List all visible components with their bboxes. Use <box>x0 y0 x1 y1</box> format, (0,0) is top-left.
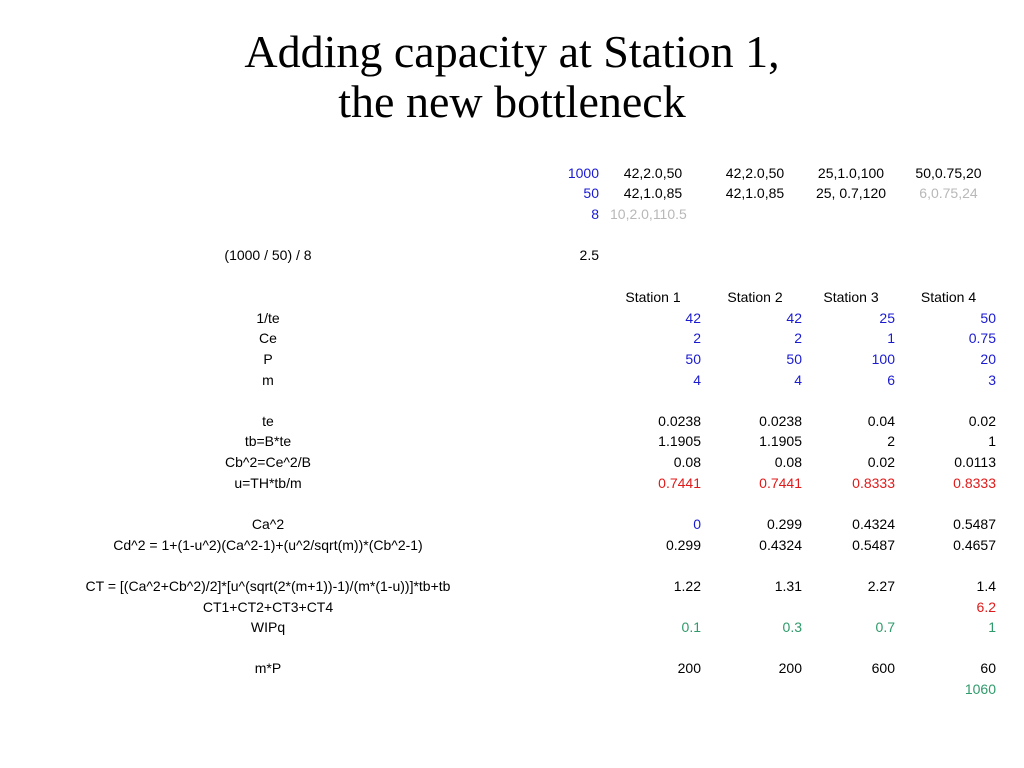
cell-station-1: 4 <box>693 372 701 388</box>
table-row-inv-te <box>0 308 1024 328</box>
cell-station-3: 0.4324 <box>852 516 895 532</box>
row-label: P <box>263 351 273 367</box>
cell-station-3: 25 <box>879 310 895 326</box>
cell-station-4: 0.75 <box>968 330 996 346</box>
cell-station-2: 1.31 <box>774 578 802 594</box>
cell-station-3: 1 <box>887 330 895 346</box>
throughput-value: 1000 <box>567 165 599 181</box>
table-row-u <box>0 473 1024 493</box>
table-row-mp <box>0 658 1024 678</box>
row-label: te <box>262 413 274 429</box>
table-row-p <box>0 349 1024 369</box>
station-3-params-alt: 25, 0.7,120 <box>815 185 887 201</box>
title-line-2: the new bottleneck <box>338 76 686 127</box>
cell-station-2: 2 <box>794 330 802 346</box>
cell-station-1: 0 <box>693 516 701 532</box>
title-line-1: Adding capacity at Station 1, <box>244 26 780 77</box>
cell-station-1: 0.1 <box>681 619 701 635</box>
row-label: u=TH*tb/m <box>234 475 302 491</box>
station-1-header: Station 1 <box>625 289 681 305</box>
table-row-ca2 <box>0 514 1024 534</box>
cell-station-1: 50 <box>685 351 701 367</box>
station-4-params: 50,0.75,20 <box>915 165 982 181</box>
station-header-row <box>0 287 1024 307</box>
cell-station-1: 42 <box>685 310 701 326</box>
cell-station-2: 0.299 <box>766 516 802 532</box>
row-label: Ca^2 <box>251 516 285 532</box>
row-label: CT1+CT2+CT3+CT4 <box>202 599 334 615</box>
station-1-params-alt: 42,1.0,85 <box>623 185 683 201</box>
cell-station-2: 0.7441 <box>759 475 802 491</box>
table-row-cb2 <box>0 452 1024 472</box>
batch-size-value: 50 <box>583 185 599 201</box>
calc-label: (1000 / 50) / 8 <box>224 247 312 263</box>
station-4-params-alt: 6,0.75,24 <box>919 185 978 201</box>
cell-station-2: 0.4324 <box>759 537 802 553</box>
row-label: CT = [(Ca^2+Cb^2)/2]*[u^(sqrt(2*(m+1))-1)/(m*(1-u))]*tb+tb <box>85 578 451 594</box>
cell-station-3: 0.8333 <box>852 475 895 491</box>
cell-station-2: 200 <box>778 660 802 676</box>
cell-station-1: 0.08 <box>673 454 701 470</box>
cell-station-1: 0.299 <box>665 537 701 553</box>
cell-station-3: 0.7 <box>875 619 895 635</box>
cell-station-4: 1 <box>988 619 996 635</box>
cell-station-3: 2 <box>887 433 895 449</box>
table-row-mp-total <box>0 679 1024 699</box>
table-row-ct <box>0 576 1024 596</box>
header-row-1 <box>0 163 1024 183</box>
cell-station-2: 0.08 <box>774 454 802 470</box>
station-2-header: Station 2 <box>727 289 783 305</box>
cell-station-3: 100 <box>871 351 895 367</box>
station-2-params: 42,2.0,50 <box>725 165 785 181</box>
cell-station-4: 1 <box>988 433 996 449</box>
cell-station-4: 0.8333 <box>953 475 996 491</box>
table-row-cd2 <box>0 535 1024 555</box>
cell-station-3: 0.5487 <box>852 537 895 553</box>
cell-station-4: 1.4 <box>976 578 996 594</box>
slide-title <box>0 27 1024 127</box>
cell-station-4: 3 <box>988 372 996 388</box>
table-row-ce <box>0 328 1024 348</box>
cell-station-1: 1.22 <box>673 578 701 594</box>
hours-value: 8 <box>591 206 599 222</box>
cell-station-2: 50 <box>786 351 802 367</box>
cell-station-3: 6 <box>887 372 895 388</box>
cell-station-4: 0.4657 <box>953 537 996 553</box>
station-1-params-option: 10,2.0,110.5 <box>610 206 687 222</box>
station-3-header: Station 3 <box>823 289 879 305</box>
header-row-2 <box>0 183 1024 203</box>
cell-station-1: 0.0238 <box>658 413 701 429</box>
row-label: WIPq <box>250 619 286 635</box>
calc-value: 2.5 <box>579 247 599 263</box>
cell-station-2: 0.0238 <box>759 413 802 429</box>
table-row-ct-sum <box>0 597 1024 617</box>
cell-station-4: 0.02 <box>968 413 996 429</box>
cell-station-3: 600 <box>871 660 895 676</box>
station-3-params: 25,1.0,100 <box>817 165 885 181</box>
total-capacity: 1060 <box>964 681 996 697</box>
table-row-te <box>0 411 1024 431</box>
calc-row <box>0 245 1024 265</box>
row-label: tb=B*te <box>244 433 292 449</box>
cell-station-3: 0.02 <box>867 454 895 470</box>
cell-station-3: 2.27 <box>867 578 895 594</box>
row-label: Cb^2=Ce^2/B <box>225 454 311 470</box>
cell-station-1: 0.7441 <box>658 475 701 491</box>
cell-station-4: 0.5487 <box>953 516 996 532</box>
row-label: Ce <box>259 330 277 346</box>
cell-station-2: 42 <box>786 310 802 326</box>
cell-station-1: 1.1905 <box>658 433 701 449</box>
header-row-3 <box>0 204 1024 224</box>
cell-station-4: 50 <box>980 310 996 326</box>
station-2-params-alt: 42,1.0,85 <box>725 185 785 201</box>
cell-station-4: 20 <box>980 351 996 367</box>
row-label: m <box>262 372 274 388</box>
row-label: m*P <box>254 660 282 676</box>
cell-station-4: 0.0113 <box>954 454 996 470</box>
table-row-m <box>0 370 1024 390</box>
total-cycle-time: 6.2 <box>976 599 996 615</box>
cell-station-2: 1.1905 <box>759 433 802 449</box>
row-label: Cd^2 = 1+(1-u^2)(Ca^2-1)+(u^2/sqrt(m))*(Cb^2-1) <box>113 537 423 553</box>
cell-station-2: 4 <box>794 372 802 388</box>
station-1-params: 42,2.0,50 <box>623 165 683 181</box>
table-row-wip <box>0 617 1024 637</box>
cell-station-4: 60 <box>980 660 996 676</box>
cell-station-1: 2 <box>693 330 701 346</box>
cell-station-3: 0.04 <box>867 413 895 429</box>
table-row-tb <box>0 431 1024 451</box>
cell-station-1: 200 <box>677 660 701 676</box>
station-4-header: Station 4 <box>920 289 977 305</box>
cell-station-2: 0.3 <box>782 619 802 635</box>
row-label: 1/te <box>256 310 280 326</box>
